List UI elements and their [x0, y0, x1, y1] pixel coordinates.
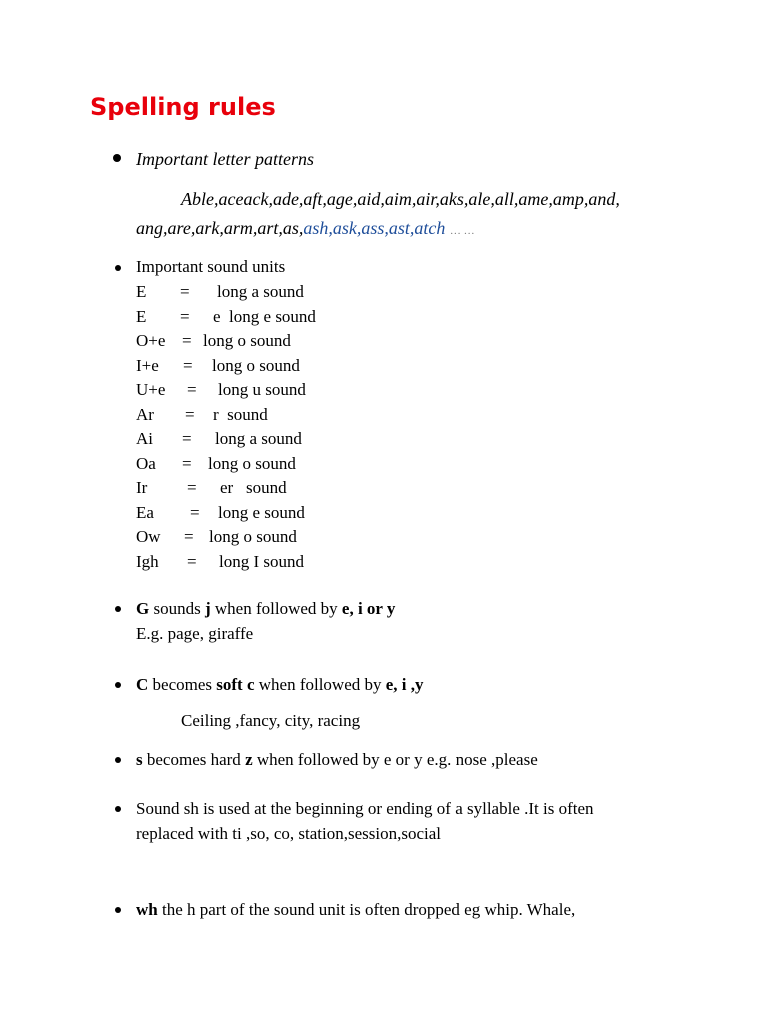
sound-unit-equals: =	[187, 478, 197, 497]
letter-patterns-line-1: Able,aceack,ade,aft,age,aid,aim,air,aks,ale,all,ame,amp,and,	[181, 189, 620, 209]
bullet	[115, 265, 121, 271]
sound-unit-equals: =	[185, 404, 195, 424]
rule-sh-line-2: replaced with ti ,so, co, station,session,social	[136, 824, 441, 843]
rule-wh-text-1: the h part of the sound unit is often dropped eg whip. Whale,	[157, 900, 576, 919]
rule-g-bold-2: j	[204, 599, 211, 618]
bullet	[115, 757, 121, 763]
sound-unit: Ow	[136, 527, 161, 546]
sound-unit-equals: =	[190, 502, 200, 522]
sound-unit-sound: long I sound	[219, 551, 304, 571]
sound-unit-row	[136, 281, 436, 303]
rule-sh-line-1: Sound sh is used at the beginning or ending of a syllable .It is often	[136, 799, 594, 818]
bullet	[115, 682, 121, 688]
bullet	[115, 806, 121, 812]
sound-unit: Ar	[136, 404, 154, 424]
rule-g-bold-3: e, i or y	[341, 599, 396, 618]
sound-units-heading: Important sound units	[136, 257, 286, 276]
sound-unit-sound: long o sound	[212, 355, 300, 375]
sound-unit-sound: long o sound	[209, 527, 297, 546]
rule-c	[136, 674, 424, 696]
letter-patterns-ellipsis: … …	[449, 225, 475, 237]
sound-unit: Igh	[136, 551, 159, 571]
sound-unit: E	[136, 306, 147, 326]
sound-unit-sound: long a sound	[215, 429, 302, 448]
letter-patterns-highlighted: ash,ask,ass,ast,atch	[303, 218, 446, 238]
sound-unit-row	[136, 551, 436, 573]
rule-c-bold-1: C	[136, 675, 149, 694]
sound-unit-equals: =	[182, 429, 192, 448]
sound-unit: U+e	[136, 380, 166, 399]
sound-unit-sound: er sound	[220, 478, 287, 497]
rule-s-text-2: when followed by e or y e.g. nose ,please	[252, 750, 538, 769]
bullet	[115, 606, 121, 612]
sound-unit-sound: long o sound	[203, 331, 291, 350]
rule-g-bold-1: G	[136, 599, 150, 618]
sound-unit-row	[136, 526, 436, 548]
sound-unit-equals: =	[184, 527, 194, 546]
rule-c-text-1: becomes	[148, 675, 217, 694]
sound-unit-equals: =	[187, 551, 197, 571]
sound-unit-sound: e long e sound	[213, 306, 316, 326]
bullet	[115, 907, 121, 913]
sound-unit-row	[136, 477, 436, 499]
sound-unit: Ea	[136, 502, 154, 522]
sound-unit-row	[136, 453, 436, 475]
sound-unit-row	[136, 428, 436, 450]
sound-unit-row	[136, 355, 436, 377]
rule-g-example: E.g. page, giraffe	[136, 624, 254, 643]
sound-unit-sound: long o sound	[208, 453, 296, 473]
sound-unit-equals: =	[183, 355, 193, 375]
sound-unit-sound: long u sound	[218, 380, 306, 399]
letter-patterns-heading: Important letter patterns	[136, 149, 314, 169]
sound-unit: Oa	[136, 453, 156, 473]
sound-unit-row	[136, 306, 436, 328]
rule-g-text-1: sounds	[149, 599, 205, 618]
rule-c-example: Ceiling ,fancy, city, racing	[181, 711, 361, 730]
sound-unit: Ai	[136, 429, 153, 448]
sound-unit-row	[136, 502, 436, 524]
rule-s-bold-1: s	[136, 750, 143, 769]
rule-s-text-1: becomes hard	[142, 750, 246, 769]
letter-patterns-plain: ang,are,ark,arm,art,as,	[136, 218, 304, 238]
rule-c-bold-2: soft c	[216, 675, 255, 694]
sound-unit: I+e	[136, 355, 159, 375]
rule-g-text-2: when followed by	[210, 599, 342, 618]
rule-c-bold-3: e, i ,y	[385, 675, 424, 694]
rule-s	[136, 749, 538, 771]
sound-unit: O+e	[136, 331, 166, 350]
sound-unit-row	[136, 330, 436, 352]
rule-wh	[136, 899, 575, 921]
sound-unit-row	[136, 379, 436, 401]
sound-unit-sound: long a sound	[217, 282, 304, 301]
sound-unit-equals: =	[180, 282, 190, 301]
sound-unit-row	[136, 404, 436, 426]
rule-c-text-2: when followed by	[254, 675, 386, 694]
sound-unit-equals: =	[182, 331, 192, 350]
sound-unit: E	[136, 282, 147, 301]
sound-unit-equals: =	[180, 306, 190, 326]
rule-g	[136, 598, 395, 620]
sound-unit-equals: =	[182, 453, 192, 473]
sound-unit-sound: long e sound	[218, 502, 305, 522]
letter-patterns-line-2	[136, 216, 475, 243]
sound-unit-sound: r sound	[213, 404, 268, 424]
sound-unit: Ir	[136, 478, 148, 497]
rule-wh-bold-1: wh	[136, 900, 158, 919]
sound-unit-equals: =	[187, 380, 197, 399]
bullet	[113, 154, 121, 162]
rule-s-bold-2: z	[245, 750, 253, 769]
page-title: Spelling rules	[90, 93, 276, 121]
